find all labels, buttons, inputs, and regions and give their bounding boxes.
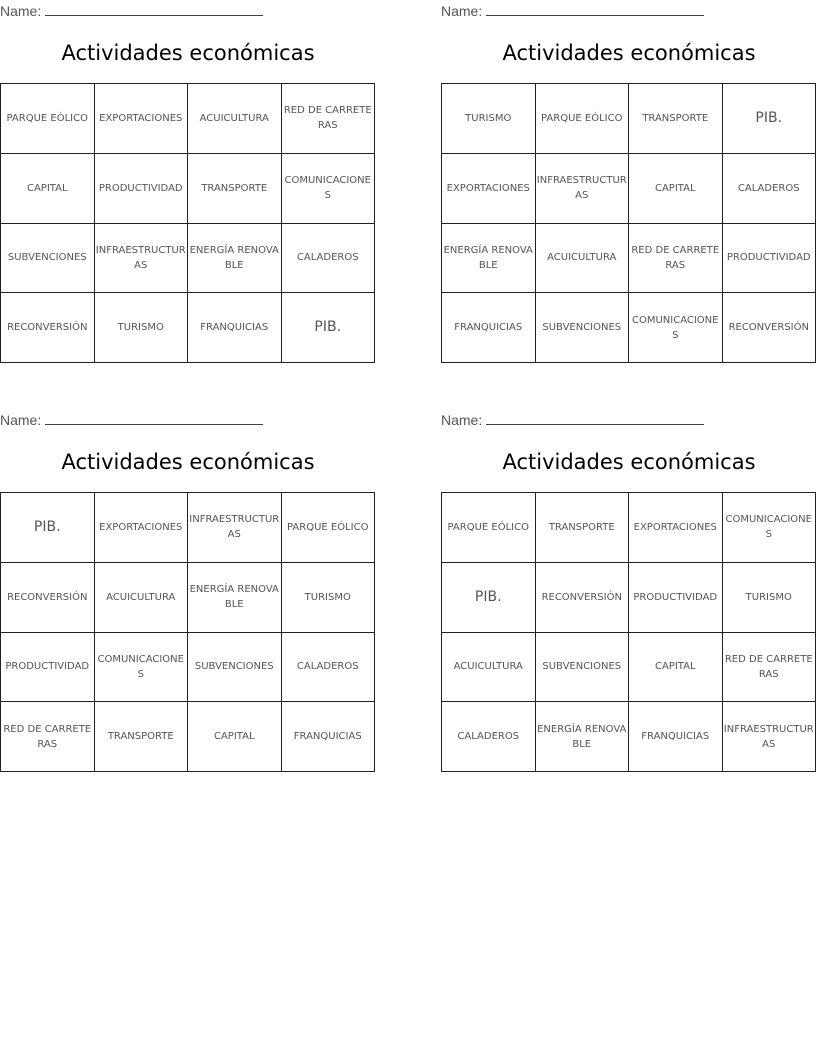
bingo-cell: TRANSPORTE (95, 702, 189, 772)
bingo-cell: RECONVERSIÓN (1, 293, 95, 363)
bingo-cell: SUBVENCIONES (536, 633, 630, 703)
bingo-cell: ENERGÍA RENOVABLE (188, 224, 282, 294)
bingo-cell: PIB. (723, 84, 816, 154)
bingo-cell: ACUICULTURA (188, 84, 282, 154)
bingo-cell: COMUNICACIONES (723, 493, 816, 563)
bingo-cell: PARQUE EÓLICO (536, 84, 630, 154)
bingo-cell: CALADEROS (282, 224, 376, 294)
bingo-cell: INFRAESTRUCTURAS (95, 224, 189, 294)
bingo-cell: ENERGÍA RENOVABLE (442, 224, 536, 294)
bingo-cell: RED DE CARRETERAS (723, 633, 816, 703)
card-title: Actividades económicas (502, 41, 756, 65)
bingo-grid (441, 83, 816, 363)
bingo-cell: PIB. (1, 493, 95, 563)
bingo-cell: COMUNICACIONES (95, 633, 189, 703)
bingo-grid (441, 492, 816, 772)
bingo-cell: TURISMO (723, 563, 816, 633)
bingo-cell: ENERGÍA RENOVABLE (536, 702, 630, 772)
card-title: Actividades económicas (502, 450, 756, 474)
bingo-cell: ENERGÍA RENOVABLE (188, 563, 282, 633)
bingo-cell: FRANQUICIAS (629, 702, 723, 772)
bingo-grid (0, 83, 375, 363)
bingo-cell: EXPORTACIONES (442, 154, 536, 224)
bingo-cell: EXPORTACIONES (95, 493, 189, 563)
bingo-cell: RED DE CARRETERAS (629, 224, 723, 294)
bingo-cell: PRODUCTIVIDAD (723, 224, 816, 294)
bingo-cell: CALADEROS (442, 702, 536, 772)
name-field[interactable] (441, 3, 704, 19)
bingo-cell: TRANSPORTE (536, 493, 630, 563)
name-field[interactable] (441, 412, 704, 428)
bingo-cell: INFRAESTRUCTURAS (536, 154, 630, 224)
bingo-cell: RED DE CARRETERAS (282, 84, 376, 154)
bingo-cell: FRANQUICIAS (282, 702, 376, 772)
card-title: Actividades económicas (61, 41, 315, 65)
name-label: Name: (441, 412, 483, 428)
bingo-cell: FRANQUICIAS (442, 293, 536, 363)
bingo-cell: PARQUE EÓLICO (1, 84, 95, 154)
bingo-cell: CAPITAL (1, 154, 95, 224)
name-underline[interactable] (486, 3, 704, 16)
bingo-cell: PARQUE EÓLICO (282, 493, 376, 563)
bingo-cell: PIB. (282, 293, 376, 363)
bingo-cell: ACUICULTURA (95, 563, 189, 633)
name-underline[interactable] (45, 3, 263, 16)
name-label: Name: (0, 412, 42, 428)
bingo-grid (0, 492, 375, 772)
name-field[interactable] (0, 412, 263, 428)
bingo-cell: EXPORTACIONES (95, 84, 189, 154)
bingo-cell: CAPITAL (629, 633, 723, 703)
card-title: Actividades económicas (61, 450, 315, 474)
bingo-cell: TRANSPORTE (629, 84, 723, 154)
bingo-cell: INFRAESTRUCTURAS (188, 493, 282, 563)
bingo-cell: SUBVENCIONES (1, 224, 95, 294)
bingo-cell: SUBVENCIONES (536, 293, 630, 363)
bingo-cell: INFRAESTRUCTURAS (723, 702, 816, 772)
bingo-cell: COMUNICACIONES (282, 154, 376, 224)
bingo-cell: CAPITAL (629, 154, 723, 224)
name-underline[interactable] (45, 412, 263, 425)
bingo-cell: SUBVENCIONES (188, 633, 282, 703)
bingo-cell: PARQUE EÓLICO (442, 493, 536, 563)
bingo-cell: FRANQUICIAS (188, 293, 282, 363)
bingo-cell: RECONVERSIÓN (1, 563, 95, 633)
name-field[interactable] (0, 3, 263, 19)
bingo-cell: CAPITAL (188, 702, 282, 772)
bingo-cell: ACUICULTURA (442, 633, 536, 703)
bingo-cell: TURISMO (442, 84, 536, 154)
bingo-cell: CALADEROS (723, 154, 816, 224)
bingo-cell: TURISMO (95, 293, 189, 363)
bingo-cell: PRODUCTIVIDAD (629, 563, 723, 633)
name-label: Name: (0, 3, 42, 19)
bingo-cell: PIB. (442, 563, 536, 633)
bingo-cell: PRODUCTIVIDAD (95, 154, 189, 224)
bingo-cell: TURISMO (282, 563, 376, 633)
bingo-cell: ACUICULTURA (536, 224, 630, 294)
bingo-cell: PRODUCTIVIDAD (1, 633, 95, 703)
bingo-cell: RECONVERSIÓN (723, 293, 816, 363)
bingo-cell: EXPORTACIONES (629, 493, 723, 563)
bingo-cell: RED DE CARRETERAS (1, 702, 95, 772)
name-underline[interactable] (486, 412, 704, 425)
bingo-cell: COMUNICACIONES (629, 293, 723, 363)
bingo-cell: CALADEROS (282, 633, 376, 703)
bingo-cell: RECONVERSIÓN (536, 563, 630, 633)
bingo-cell: TRANSPORTE (188, 154, 282, 224)
name-label: Name: (441, 3, 483, 19)
